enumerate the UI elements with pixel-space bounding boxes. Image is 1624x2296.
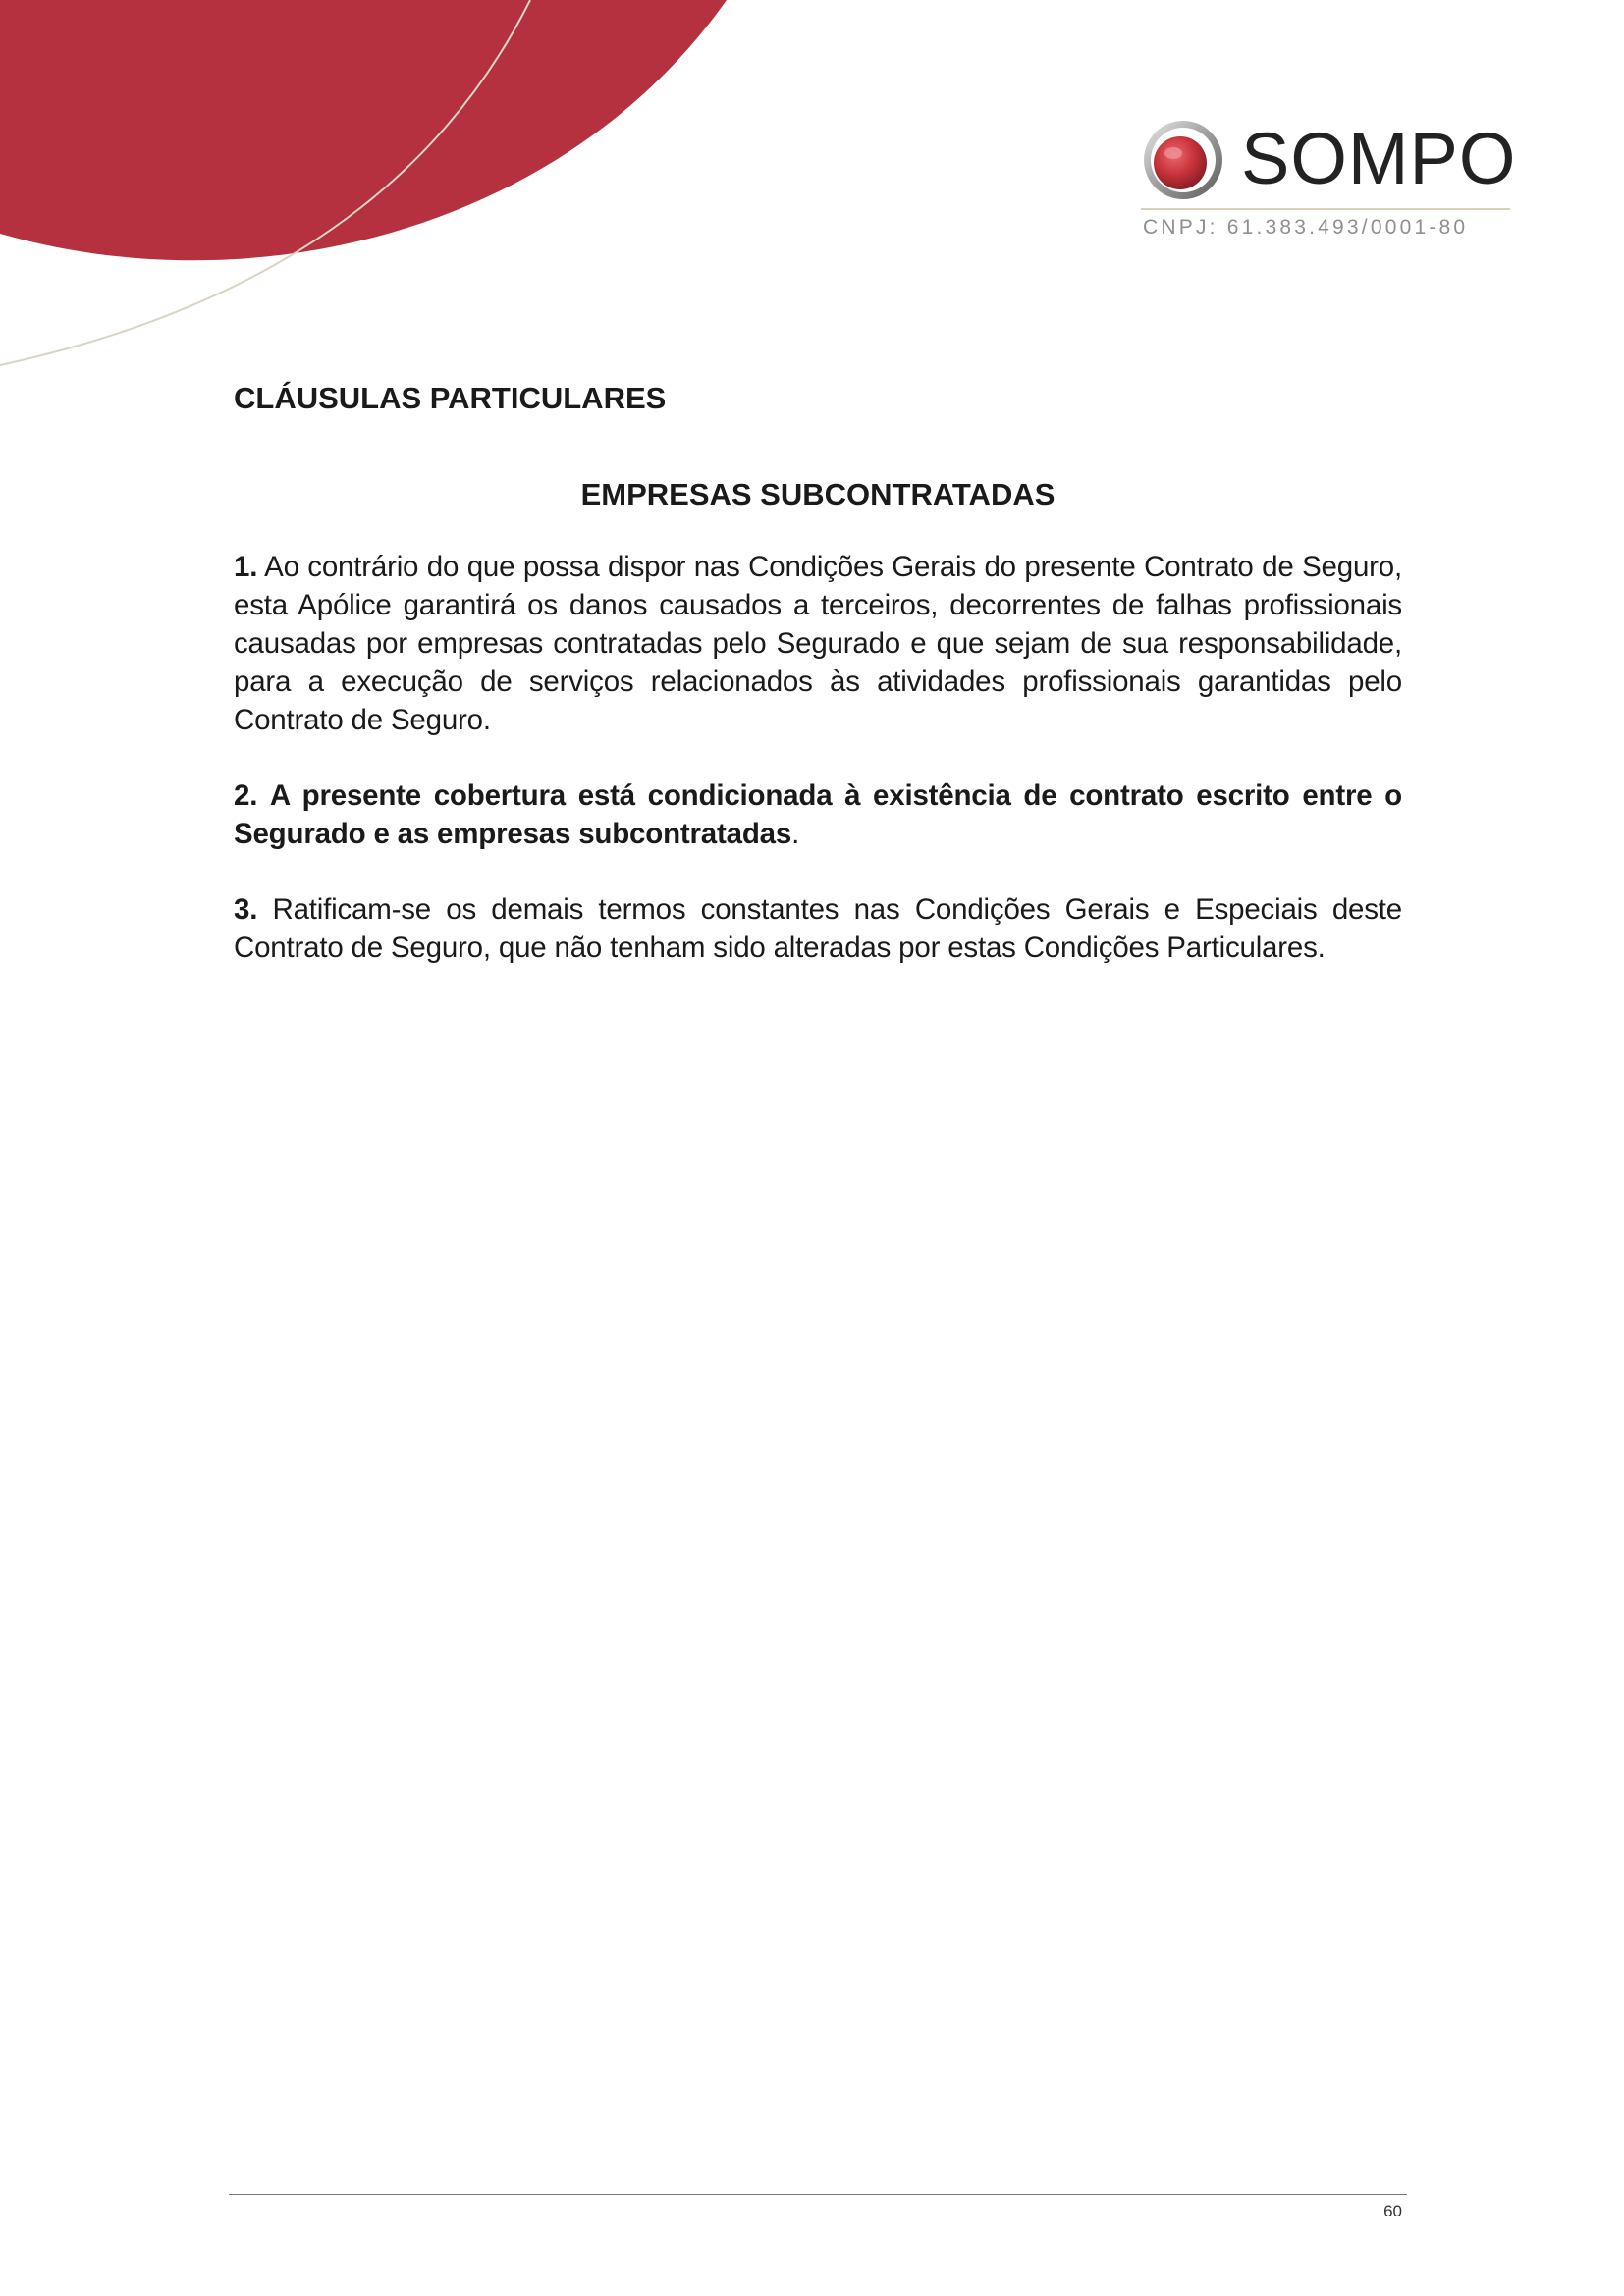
clause-paragraph-3 xyxy=(234,890,1402,967)
document-body xyxy=(234,379,1402,967)
clause-subtitle: EMPRESAS SUBCONTRATADAS xyxy=(580,477,1056,511)
clause-text: Ratificam-se os demais termos constantes nas Condições Gerais e Especiais deste Contrato de Seguro, que não tenham sido alteradas por estas Condições Particulares. xyxy=(234,893,1402,964)
section-title: CLÁUSULAS PARTICULARES xyxy=(234,381,667,415)
footer-divider xyxy=(229,2194,1407,2195)
red-arc-shape xyxy=(0,0,727,260)
clause-number: 2. xyxy=(234,779,258,812)
clause-number: 1. xyxy=(234,551,258,583)
sompo-logo xyxy=(1129,110,1517,247)
clause-text: A presente cobertura está condicionada à existência de contrato escrito entre o Segurado e as empresas subcontratadas xyxy=(234,779,1402,850)
logo-wordmark: SOMPO xyxy=(1241,118,1517,199)
clause-paragraph-1 xyxy=(234,548,1402,739)
logo-divider xyxy=(1141,208,1510,210)
clause-paragraph-2 xyxy=(234,776,1402,853)
cnpj-text: CNPJ: 61.383.493/0001-80 xyxy=(1143,216,1469,239)
clause-text: Ao contrário do que possa dispor nas Condições Gerais do presente Contrato de Seguro, esta Apólice garantirá os danos causados a terceiros, decorrentes de falhas profissionais causadas por empresas contratadas pelo Segurado e que sejam de sua responsabilidade, para a execução de serviços relacionados às atividades profissionais garantidas pelo Contrato de Seguro. xyxy=(234,551,1402,736)
clause-trailing: . xyxy=(791,818,800,850)
clause-number: 3. xyxy=(234,893,258,926)
sompo-logo-icon xyxy=(1141,118,1225,202)
page-number: 60 xyxy=(1383,2202,1402,2220)
